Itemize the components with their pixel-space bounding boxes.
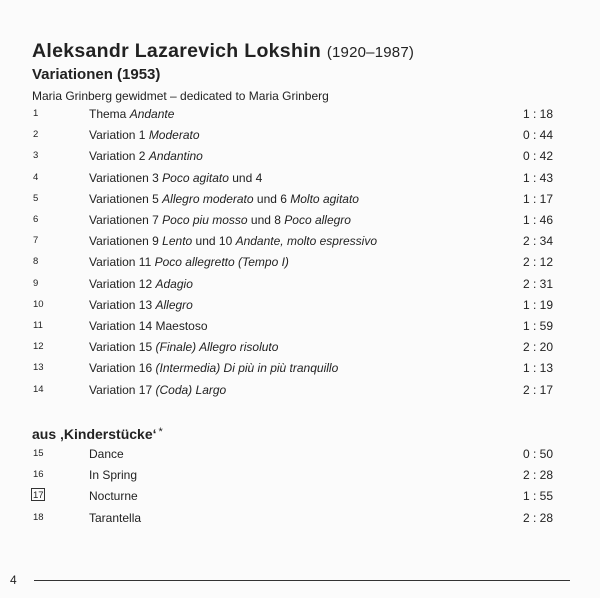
track-duration: 1 : 46 bbox=[522, 213, 553, 227]
composer-name: Aleksandr Lazarevich Lokshin bbox=[32, 40, 322, 62]
track-row bbox=[0, 383, 600, 401]
track-duration: 2 : 34 bbox=[522, 234, 553, 249]
dedication: Maria Grinberg gewidmet – dedicated to Maria Grinberg bbox=[32, 89, 329, 103]
track-duration: 1 : 13 bbox=[522, 361, 553, 376]
track-duration: 2 : 12 bbox=[522, 255, 553, 270]
track-title: Variationen 3 Poco agitato und 4 bbox=[89, 170, 263, 185]
composer-dates: (1920–1987) bbox=[326, 44, 415, 61]
track-title: In Spring bbox=[89, 468, 138, 483]
track-row bbox=[0, 319, 600, 337]
track-row bbox=[0, 213, 600, 231]
track-row bbox=[0, 489, 600, 507]
track-number: 3 bbox=[33, 150, 39, 162]
track-number: 4 bbox=[33, 171, 39, 183]
track-title: Variation 1 Moderato bbox=[89, 128, 200, 143]
track-duration: 2 : 20 bbox=[522, 340, 553, 355]
track-duration: 0 : 42 bbox=[522, 149, 553, 164]
track-number: 9 bbox=[33, 277, 39, 289]
track-title: Variation 16 (Intermedia) Di più in più tranquillo bbox=[89, 361, 339, 376]
track-title: Variationen 9 Lento und 10 Andante, molto espressivo bbox=[89, 234, 377, 249]
track-duration: 1 : 43 bbox=[522, 170, 553, 185]
track-row bbox=[0, 255, 600, 273]
track-duration: 1 : 19 bbox=[522, 297, 553, 312]
track-title: Dance bbox=[89, 447, 124, 461]
track-title: Variation 2 Andantino bbox=[89, 149, 203, 164]
track-title: Tarantella bbox=[89, 510, 142, 525]
track-duration: 2 : 28 bbox=[522, 510, 553, 525]
track-number: 8 bbox=[33, 256, 39, 268]
track-title: Variation 12 Adagio bbox=[89, 276, 193, 291]
track-title: Thema Andante bbox=[89, 107, 175, 121]
track-row bbox=[0, 468, 600, 486]
track-row bbox=[0, 128, 600, 146]
track-number: 7 bbox=[33, 235, 39, 247]
track-row bbox=[0, 298, 600, 316]
section-title: aus ‚Kinderstücke‘ bbox=[32, 426, 157, 442]
track-title: Variation 13 Allegro bbox=[89, 297, 193, 312]
track-row bbox=[0, 192, 600, 210]
track-duration: 2 : 28 bbox=[522, 468, 553, 483]
track-title: Nocturne bbox=[89, 489, 138, 504]
track-row bbox=[0, 361, 600, 379]
work-title: Variationen (1953) bbox=[32, 66, 161, 83]
track-number: 2 bbox=[33, 129, 39, 141]
track-number: 11 bbox=[33, 320, 43, 331]
track-duration: 1 : 17 bbox=[522, 191, 553, 206]
bottom-rule bbox=[34, 580, 570, 581]
track-duration: 1 : 18 bbox=[522, 107, 553, 121]
track-duration: 0 : 50 bbox=[522, 447, 553, 461]
composer-heading bbox=[32, 40, 414, 63]
track-number: 10 bbox=[33, 298, 44, 310]
track-duration: 1 : 59 bbox=[522, 319, 553, 333]
track-row bbox=[0, 277, 600, 295]
track-title: Variationen 7 Poco piu mosso und 8 Poco allegro bbox=[89, 213, 351, 227]
track-row bbox=[0, 149, 600, 167]
footnote-star: * bbox=[158, 426, 163, 438]
track-number: 13 bbox=[33, 362, 44, 374]
track-number: 14 bbox=[33, 383, 44, 395]
track-number: 18 bbox=[33, 511, 44, 523]
track-title: Variation 11 Poco allegretto (Tempo I) bbox=[89, 255, 289, 270]
track-number: 5 bbox=[33, 192, 39, 204]
track-row bbox=[0, 234, 600, 252]
track-row bbox=[0, 447, 600, 465]
track-number: 17 bbox=[33, 490, 44, 502]
track-number: 15 bbox=[33, 448, 44, 459]
track-duration: 2 : 31 bbox=[522, 276, 553, 291]
track-row bbox=[0, 171, 600, 189]
track-duration: 2 : 17 bbox=[522, 382, 553, 397]
track-row bbox=[0, 107, 600, 125]
section-heading-kinderstuecke bbox=[32, 426, 163, 442]
track-title: Variation 14 Maestoso bbox=[89, 319, 208, 333]
track-title: Variationen 5 Allegro moderato und 6 Molto agitato bbox=[89, 191, 359, 206]
track-title: Variation 15 (Finale) Allegro risoluto bbox=[89, 340, 279, 355]
track-row bbox=[0, 511, 600, 529]
track-number: 16 bbox=[33, 469, 44, 481]
track-duration: 0 : 44 bbox=[522, 128, 553, 143]
track-number: 12 bbox=[33, 341, 44, 353]
track-number: 6 bbox=[33, 214, 39, 225]
track-duration: 1 : 55 bbox=[522, 489, 553, 504]
track-row bbox=[0, 340, 600, 358]
track-number: 1 bbox=[33, 108, 39, 119]
page-number: 4 bbox=[10, 573, 17, 587]
track-title: Variation 17 (Coda) Largo bbox=[89, 382, 227, 397]
